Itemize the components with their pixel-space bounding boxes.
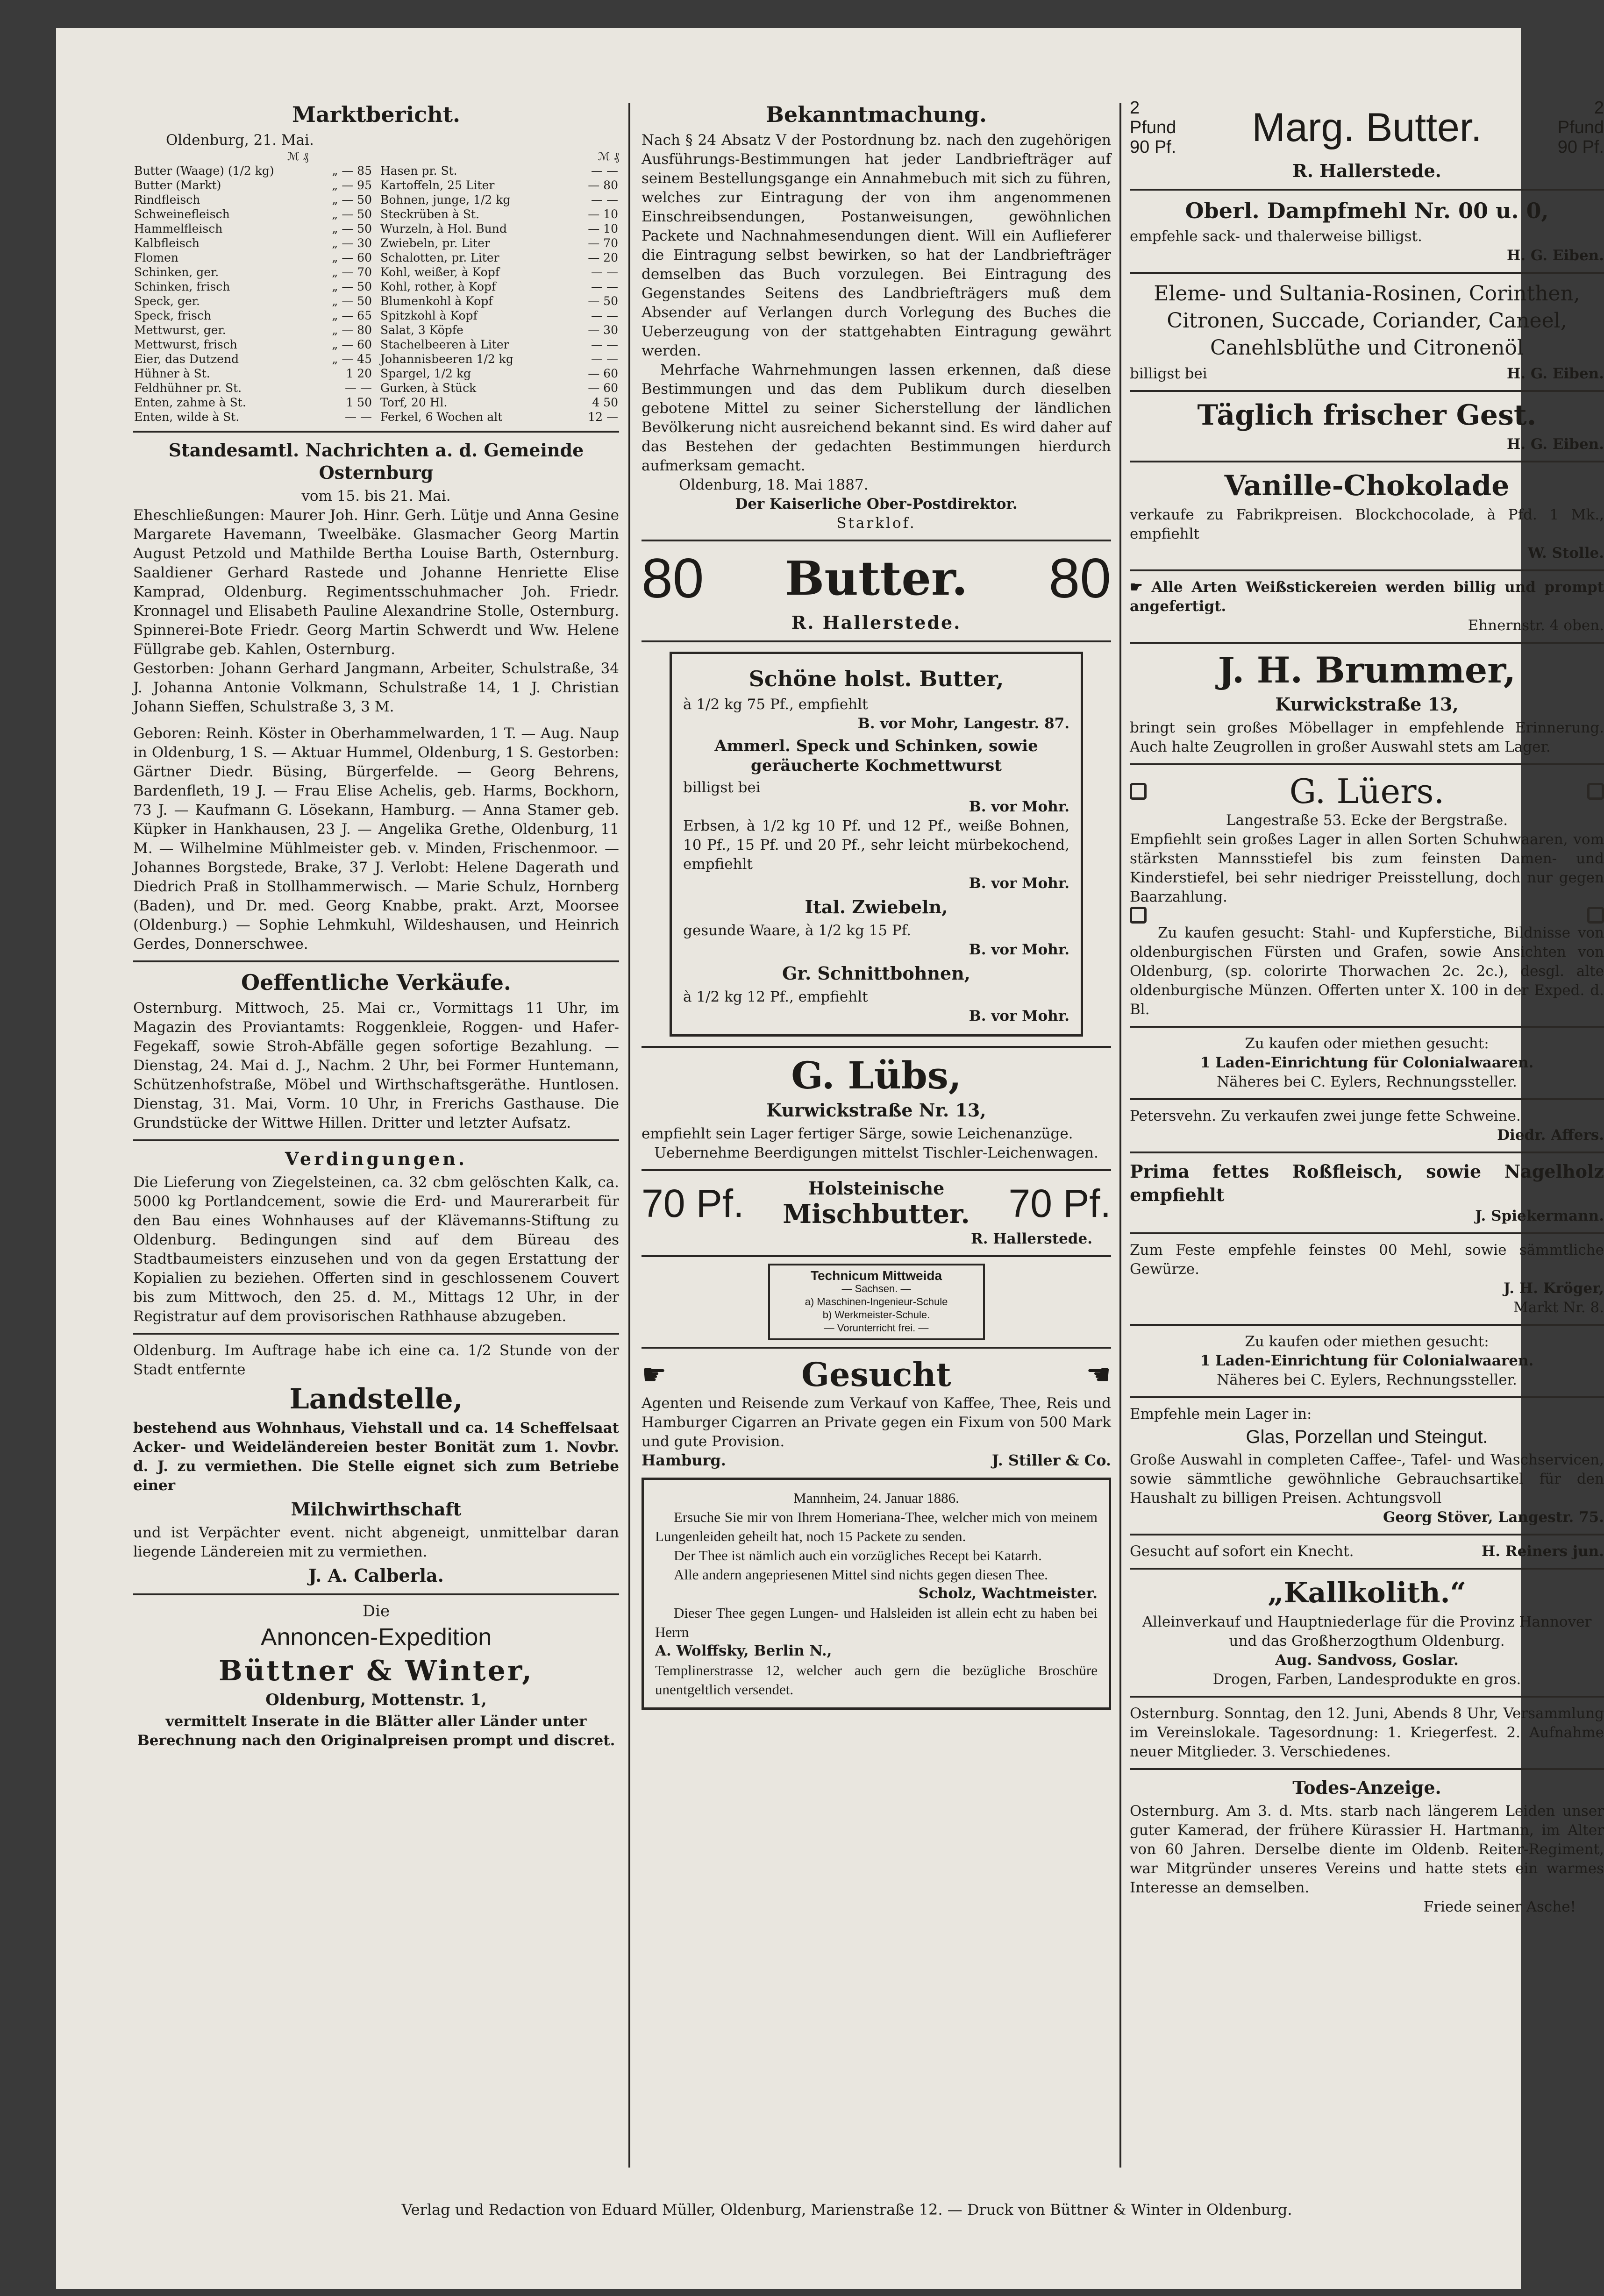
market-row [133,308,373,323]
stoever-firm: Georg Stöver, Langestr. 75. [1383,1509,1604,1526]
market-item: Gurken, à Stück [380,381,477,395]
divider [642,1347,1111,1349]
standesamt-deaths: Gestorben: Johann Gerhard Jangmann, Arbeiter, Schulstraße, 34 J. Johanna Antonie Volkmann, Schulstraße 14, 1 J. Christian Johann Sieffen, Schulstraße 3, 3 M. [133,660,619,715]
market-item: Schweinefleisch [134,207,230,221]
market-item: Mettwurst, ger. [134,323,226,337]
brummer-name: J. H. Brummer, [1218,649,1516,691]
market-dateline: Oldenburg, 21. Mai. [166,132,314,149]
column-right [1130,98,1604,2177]
market-price: — 20 [588,251,618,264]
market-item: Johannisbeeren 1/2 kg [380,352,513,366]
market-row [379,178,619,192]
landstelle-title: Landstelle, [289,1383,463,1415]
gest-title: Täglich frischer Gest. [1197,399,1537,432]
marg-title: Marg. Butter. [1252,105,1482,150]
market-row [133,163,373,178]
market-row [133,221,373,236]
luebs-name: G. Lübs, [791,1053,962,1097]
market-price: „ — 50 [332,222,372,235]
misch-line-1: Holsteinische [808,1178,945,1199]
market-price: 1 50 [346,396,372,409]
market-price: — 70 [588,236,618,250]
stiche-wanted: Zu kaufen gesucht: Stahl- und Kupferstiche, Bildnisse von oldenburgischen Fürsten und Grafen, sowie Ansichten von Oldenburg, (sp. colorirte Thorwachen 2c. 2c.), desgl. alte oldenburgische Münzen. Offerten unter X. 100 in der Exped. d. Bl. [1130,924,1604,1018]
market-table-left [133,163,373,424]
divider [1130,1696,1604,1698]
market-row [379,250,619,265]
market-price: „ — 50 [332,280,372,293]
market-item: Mettwurst, frisch [134,338,237,351]
stoever-text: Große Auswahl in completen Caffee-, Tafel- und Waschservicen, sowie sämmtliche gewöhnliche Gebrauchsartikel für den Haushalt zu billigen Preisen. Achtungsvoll [1130,1451,1604,1507]
market-item: Bohnen, junge, 1/2 kg [380,193,511,206]
market-row [133,178,373,192]
lueers-name: G. Lüers. [1289,772,1445,811]
rosinen-footer [1130,364,1604,384]
market-item: Schinken, frisch [134,280,230,293]
misch-price-left: 70 Pf. [642,1181,744,1225]
technicum-a: a) Maschinen-Ingenieur-Schule [805,1296,948,1308]
homeriana-letter-box [642,1478,1111,1710]
ross-text: Prima fettes Roßfleisch, sowie Nagelholz empfiehlt [1130,1161,1604,1205]
letter-firm: A. Wolffsky, Berlin N., [655,1642,832,1659]
notice-signature-name: Starklof. [836,515,916,532]
market-row [379,265,619,279]
market-price: — — [591,280,618,293]
market-price: — 30 [588,323,618,337]
market-row [379,323,619,337]
market-row [379,366,619,381]
market-item: Stachelbeeren à Liter [380,338,509,351]
market-row [379,221,619,236]
luebs-address: Kurwickstraße Nr. 13, [766,1100,986,1121]
market-price: — 50 [588,294,618,308]
market-item: Spitzkohl à Kopf [380,309,478,322]
market-price: „ — 50 [332,193,372,206]
market-price: — — [591,309,618,322]
market-price: — 80 [588,178,618,192]
market-item: Salat, 3 Köpfe [380,323,463,337]
market-item: Spargel, 1/2 kg [380,367,471,380]
standesamt-title: Standesamtl. Nachrichten a. d. Gemeinde Osternburg [168,440,584,483]
weiss-text [1130,578,1604,616]
market-item: Kohl, rother, à Kopf [380,280,496,293]
mehl-text: empfehle sack- und thalerweise billigst. [1130,228,1422,245]
market-price: — — [591,193,618,206]
ross-firm: J. Spiekermann. [1475,1208,1604,1224]
mohr-title-2: Ammerl. Speck und Schinken, sowie geräucherte Kochmettwurst [714,737,1038,775]
ornament-square-icon [1587,783,1604,800]
lueers-address: Langestraße 53. Ecke der Bergstraße. [1226,812,1508,829]
brummer-address: Kurwickstraße 13, [1275,694,1459,715]
technicum-name: Technicum Mittweida [810,1268,942,1283]
divider [642,540,1111,541]
tenders-text: Die Lieferung von Ziegelsteinen, ca. 32 cbm gelöschten Kalk, ca. 5000 kg Portlandcement, sowie die Erd- und Maurerarbeit für den Bau eines Wohnhauses auf der Klävemanns-Stiftung zu Oldenburg. Bedingungen sind auf dem Büreau des Stadtbaumeisters einzusehen und von da gegen Erstattung der Kopialien zu beziehen. Offerten sind in geschlossenem Couvert bis zum Mittwoch, den 25. d. M., Mittags 12 Uhr, in der Registratur auf dem provisorischen Rathhause abzugeben. [133,1174,619,1325]
butter-price-left: 80 [642,547,704,610]
pointing-hand-left-icon: ☚ [1086,1358,1111,1391]
butter-80-ad [642,548,1111,609]
butter-price-right: 80 [1048,547,1111,610]
laden1-line-1: Zu kaufen oder miethen gesucht: [1245,1035,1489,1052]
market-row [379,381,619,395]
mohr-text-3: Erbsen, à 1/2 kg 10 Pf. und 12 Pf., weiße Bohnen, 10 Pf., 15 Pf. und 20 Pf., sehr leicht mürbekochend, empfiehlt [683,817,1069,873]
letter-p2: Der Thee ist nämlich auch ein vorzügliches Recept bei Katarrh. [674,1547,1042,1564]
market-price: — 60 [588,367,618,380]
standesamt-marriages: Eheschließungen: Maurer Joh. Hinr. Gerh. Lütje und Anna Gesine Margarete Havemann, Tweelbäke. Glasmacher Georg Martin August Petzold und Mathilde Bertha Louise Barth, Osternburg. Saaldiener Gerhard Rastede und Johanne Henriette Elise Kamprad, Oldenburg. Regimentsschuhmacher Joh. Friedr. Kronnagel und Elisabeth Pauline Alexandrine Stolle, Osternburg. Spinnerei-Bote Friedr. Georg Martin Schwerdt und Ww. Helene Füllgrabe geb. Kahlen, Osternburg. [133,507,619,658]
kallkolith-firm: Aug. Sandvoss, Goslar. [1275,1652,1459,1669]
market-price: — 60 [588,381,618,395]
market-item: Ferkel, 6 Wochen alt [380,410,503,424]
mohr-sign-3: B. vor Mohr. [969,875,1069,892]
divider [1130,1232,1604,1234]
market-row [133,381,373,395]
divider [1130,569,1604,571]
mohr-sign-2: B. vor Mohr. [969,798,1069,815]
divider [1130,1324,1604,1326]
marg-price-right: 2 Pfund 90 Pf. [1557,98,1604,157]
laden2-line-1: Zu kaufen oder miethen gesucht: [1245,1333,1489,1350]
landstelle-tail: und ist Verpächter event. nicht abgeneigt, unmittelbar daran liegende Ländereien mit zu vermiethen. [133,1524,619,1560]
knecht-text: Gesucht auf sofort ein Knecht. [1130,1543,1354,1560]
luebs-text: empfiehlt sein Lager fertiger Särge, sowie Leichenanzüge. [642,1125,1073,1142]
mohr-line-2: billigst bei [683,779,761,796]
market-price: „ — 30 [332,236,372,250]
letter-date: Mannheim, 24. Januar 1886. [793,1490,959,1506]
gest-firm: H. G. Eiben. [1507,436,1604,453]
market-price: „ — 45 [332,352,372,366]
mehl-title: Oberl. Dampfmehl Nr. 00 u. 0, [1185,198,1549,223]
divider [133,431,619,433]
family-news: Geboren: Reinh. Köster in Oberhammelwarden, 1 T. — Aug. Naup in Oldenburg, 1 S. — Aktuar Hummel, Oldenburg, 1 S. Gestorben: Gärtner Diedr. Büsing, Bürgerfelde. — Georg Behrens, Bardenfleth, 19 J. — Frau Elise Achelis, geb. Harms, Bockhorn, 73 J. — Kaufmann G. Lösekann, Hamburg. — Anna Stamer geb. Küpker in Hankhausen, 23 J. — Angelika Grethe, Oldenburg, 11 M. — Wilhelmine Mühlmeister geb. v. Minden, Frischenmoor. — Johannes Borgstede, Brake, 37 J. Verlobt: Helene Dagerath und Diedrich Praß in Stollhammerwisch. — Marie Schulz, Hornberg (Baden), und Dr. med. Georg Knabbe, prakt. Arzt, Moorsee (Oldenburg.) — Sophie Lehmkuhl, Wildeshausen, und Heinrich Gerdes, Donnerschwee. [133,725,619,953]
divider [1130,189,1604,191]
column-middle [642,98,1111,2177]
divider [1130,461,1604,462]
kroeger-address: Markt Nr. 8. [1513,1299,1604,1316]
pointing-hand-icon: ☛ [1130,579,1152,596]
market-item: Feldhühner pr. St. [134,381,242,395]
letter-p5: Templinerstrasse 12, welcher auch gern die bezügliche Broschüre unentgeltlich versendet. [655,1662,1098,1698]
market-item: Flomen [134,251,178,264]
pointing-hand-right-icon: ☛ [642,1358,667,1391]
marg-firm: R. Hallerstede. [1292,160,1441,181]
mohr-sign-5: B. vor Mohr. [969,1008,1069,1024]
market-table-right [379,163,619,424]
mohr-title-4: Ital. Zwiebeln, [805,896,948,917]
market-price: — 10 [588,222,618,235]
divider [1130,1534,1604,1535]
annoncen-title: Annoncen-Expedition [260,1624,492,1651]
market-row [379,308,619,323]
lueers-text: Empfiehlt sein großes Lager in allen Sorten Schuhwaaren, vom stärksten Mannsstiefel bis zum feinsten Damen- und Kinderstiefel, bei sehr niedriger Preisstellung, doch nur gegen Baarzahlung. [1130,831,1604,905]
market-item: Blumenkohl à Kopf [380,294,493,308]
market-row [133,366,373,381]
mohr-ad-box [670,652,1083,1037]
divider [642,1255,1111,1257]
market-item: Eier, das Dutzend [134,352,239,366]
market-item: Butter (Markt) [134,178,221,192]
gesucht-place: Hamburg. [642,1451,726,1469]
misch-line-2: Mischbutter. [783,1199,970,1230]
todes-end: Friede seiner Asche! [1423,1898,1576,1915]
letter-sign: Scholz, Wachtmeister. [918,1585,1098,1602]
divider [1130,1568,1604,1570]
market-currency-right: ℳ ₰ [598,150,619,163]
notice-signature: Der Kaiserliche Ober-Postdirektor. [735,496,1018,512]
letter-p4: Dieser Thee gegen Lungen- und Halsleiden ist allein echt zu haben bei Herrn [655,1605,1098,1640]
mohr-sign-4: B. vor Mohr. [969,941,1069,958]
rosinen-text: billigst bei [1130,365,1207,382]
laden1-line-3: Näheres bei C. Eylers, Rechnungssteller. [1217,1073,1517,1090]
market-item: Enten, wilde à St. [134,410,240,424]
market-price: — — [345,381,372,395]
notice-title: Bekanntmachung. [766,102,987,127]
misch-price-right: 70 Pf. [1008,1181,1111,1225]
market-row [379,337,619,352]
market-item: Schinken, ger. [134,265,219,279]
kallkolith-text: Alleinverkauf und Hauptniederlage für die Provinz Hannover und das Großherzogthum Oldenburg. [1142,1614,1592,1649]
annoncen-firm: Büttner & Winter, [219,1655,534,1687]
kallkolith-title: „Kallkolith.“ [1267,1577,1467,1609]
laden2-line-3: Näheres bei C. Eylers, Rechnungssteller. [1217,1372,1517,1388]
divider [1130,1396,1604,1398]
technicum-b: b) Werkmeister-Schule. [822,1309,930,1321]
landstelle-desc: bestehend aus Wohnhaus, Viehstall und ca. 14 Scheffelsaat Acker- und Weideländereien bester Bonität zum 1. Novbr. d. J. zu vermiethen. Die Stelle eignet sich zum Betriebe einer [133,1420,619,1494]
butter-firm: R. Hallerstede. [791,612,962,633]
mohr-line-4: gesunde Waare, à 1/2 kg 15 Pf. [683,922,912,939]
market-price: — — [591,352,618,366]
market-row [133,323,373,337]
sales-text: Osternburg. Mittwoch, 25. Mai cr., Vormittags 11 Uhr, im Magazin des Proviantamts: Roggenkleie, Roggen- und Hafer-Fegekaff, sowie Stroh-Abfälle gegen sofortige Bezahlung. — Dienstag, 24. Mai d. J., Nachm. 2 Uhr, bei Former Huntemann, Schützenhofstraße, Möbel und Wirthschaftsgeräthe. Huntlosen. Dienstag, 31. Mai, Vorm. 10 Uhr, in Frerichs Gasthause. Die Grundstücke der Wittwe Hillen. Dritter und letzter Aufsatz. [133,1000,619,1131]
divider [1130,642,1604,644]
market-row [133,207,373,221]
ornament-square-icon [1130,783,1147,800]
market-item: Hasen pr. St. [380,164,457,178]
divider [133,1593,619,1595]
annoncen-place: Oldenburg, Mottenstr. 1, [265,1691,487,1709]
verein-notice: Osternburg. Sonntag, den 12. Juni, Abends 8 Uhr, Versammlung im Vereinslokale. Tagesordnung: 1. Kriegerfest. 2. Aufnahme neuer Mitglieder. 3. Verschiedenes. [1130,1705,1604,1760]
divider [1130,390,1604,392]
vanille-text: verkaufe zu Fabrikpreisen. Blockchocolade, à Pfd. 1 Mk., empfiehlt [1130,506,1604,542]
divider [1130,1768,1604,1770]
kroeger-firm: J. H. Kröger, [1504,1280,1604,1297]
market-price: 12 — [588,410,618,424]
notice-text-2: Mehrfache Wahrnehmungen lassen erkennen, daß diese Bestimmungen und das dem Publikum durch dieselben gebotene Mittel zu seiner Sicherstellung der ländlichen Bevölkerung nicht ausreichend bekannt sind. Es wird daher auf das Bestehen der gedachten Bestimmungen hierdurch aufmerksam gemacht. [642,362,1111,474]
market-item: Hammelfleisch [134,222,223,235]
petersvehn-text: Petersvehn. Zu verkaufen zwei junge fette Schweine. [1130,1108,1521,1124]
market-item: Wurzeln, à Hol. Bund [380,222,507,235]
mohr-title: Schöne holst. Butter, [749,666,1004,691]
market-row [379,294,619,308]
market-price: „ — 60 [332,338,372,351]
notice-text: Nach § 24 Absatz V der Postordnung bz. nach den zugehörigen Ausführungs-Bestimmungen hat jeder Landbriefträger auf seinem Bestellungsgange ein Annahmebuch mit sich zu führen, welches zur Eintragung der von ihm angenommenen Einschreibsendungen, Postanweisungen, gewöhnlichen Packete und Nachnahmesendungen dient. Will ein Auflieferer die Eintragung selbst bewirken, so hat der Landbriefträger demselben das Buch vorzulegen. Bei Eintragung des Gegenstandes Seitens des Landbriefträgers muß dem Absender auf Verlangen durch Vorlegung des Buches die Ueberzeugung von der stattgehabten Eintragung gewährt werden. [642,132,1111,359]
market-row [379,163,619,178]
market-item: Steckrüben à St. [380,207,479,221]
knecht-ad [1130,1542,1604,1561]
tenders-title: Verdingungen. [285,1148,468,1169]
divider [1130,763,1604,765]
ornament-square-icon [1130,907,1147,924]
column-rule [1119,103,1121,2168]
brummer-text: bringt sein großes Möbellager in empfehlende Erinnerung. Auch halte Zeugrollen in großer Auswahl stets am Lager. [1130,719,1604,755]
divider [1130,1152,1604,1153]
landstelle-milk: Milchwirthschaft [291,1499,462,1520]
marg-price-left: 2 Pfund 90 Pf. [1130,98,1176,157]
market-row [133,265,373,279]
gesucht-firm: J. Stiller & Co. [991,1451,1111,1469]
divider [1130,1026,1604,1028]
vanille-title: Vanille-Chokolade [1224,469,1510,502]
divider [133,960,619,962]
gesucht-title: Gesucht [801,1355,951,1394]
market-price: „ — 80 [332,323,372,337]
market-item: Schalotten, pr. Liter [380,251,499,264]
market-row [379,236,619,250]
divider [642,1169,1111,1171]
market-price: 1 20 [346,367,372,380]
market-item: Speck, frisch [134,309,212,322]
newspaper-page [56,28,1604,2289]
sales-title: Oeffentliche Verkäufe. [241,970,511,995]
annoncen-die: Die [362,1602,390,1621]
market-price: — — [591,338,618,351]
market-row [379,279,619,294]
market-price: „ — 50 [332,294,372,308]
notice-date: Oldenburg, 18. Mai 1887. [679,476,869,493]
market-price: — — [591,164,618,178]
stoever-title: Glas, Porzellan und Steingut. [1246,1427,1488,1447]
market-currency-row [133,150,619,163]
market-row [133,294,373,308]
technicum-c: — Vorunterricht frei. — [824,1322,929,1334]
market-price: — — [345,410,372,424]
market-price: „ — 60 [332,251,372,264]
lueers-ornaments [1130,907,1604,924]
vanille-firm: W. Stolle. [1527,545,1604,562]
laden2-line-2: 1 Laden-Einrichtung für Colonialwaaren. [1200,1352,1534,1369]
market-item: Kartoffeln, 25 Liter [380,178,495,192]
market-item: Kohl, weißer, à Kopf [380,265,499,279]
butter-word: Butter. [784,551,968,606]
imprint-footer: Verlag und Redaction von Eduard Müller, Oldenburg, Marienstraße 12. — Druck von Büttner & Winter in Oldenburg. [401,2201,1292,2218]
rosinen-firm: H. G. Eiben. [1507,365,1604,382]
market-item: Torf, 20 Hl. [380,396,448,409]
kroeger-text: Zum Feste empfehle feinstes 00 Mehl, sowie sämmtliche Gewürze. [1130,1242,1604,1278]
todes-text: Osternburg. Am 3. d. Mts. starb nach längerem Leiden unser guter Kamerad, der frühere Kürassier H. Hartmann, im Alter von 60 Jahren. Derselbe diente im Oldenb. Reiter-Regiment, war Mitgründer unseres Vereins und hatte stets ein warmes Interesse an demselben. [1130,1803,1604,1896]
ornament-square-icon [1587,907,1604,924]
mehl-firm: H. G. Eiben. [1507,247,1604,264]
misch-words [783,1178,970,1230]
divider [1130,272,1604,274]
market-row [133,395,373,410]
market-row [133,192,373,207]
technicum-ad [768,1264,985,1340]
market-item: Hühner à St. [134,367,210,380]
annoncen-text: vermittelt Inserate in die Blätter aller Länder unter Berechnung nach den Originalpreisen prompt und discret. [137,1713,615,1749]
market-item: Speck, ger. [134,294,200,308]
weiss-address: Ehnernstr. 4 oben. [1468,617,1604,634]
luebs-text-2: Uebernehme Beerdigungen mittelst Tischler-Leichenwagen. [654,1144,1098,1161]
mischbutter-ad [642,1178,1111,1230]
stoever-intro: Empfehle mein Lager in: [1130,1406,1312,1422]
market-row [133,250,373,265]
divider [133,1139,619,1141]
standesamt-dates: vom 15. bis 21. Mai. [301,488,451,505]
market-currency-left: ℳ ₰ [287,150,309,163]
market-row [379,352,619,366]
divider [1130,1098,1604,1100]
market-price: „ — 65 [332,309,372,322]
market-item: Rindfleisch [134,193,200,206]
marg-butter-ad [1130,98,1604,157]
rosinen-title: Eleme- und Sultania-Rosinen, Corinthen, Citronen, Succade, Coriander, Caneel, Canehlsblüthe und Citronenöl [1154,282,1580,360]
gesucht-header [642,1355,1111,1394]
divider [642,1046,1111,1048]
market-report-title: Marktbericht. [292,102,460,127]
lueers-header [1130,772,1604,811]
divider [642,640,1111,642]
market-row [379,410,619,424]
divider [133,1333,619,1335]
letter-p1: Ersuche Sie mir von Ihrem Homeriana-Thee, welcher mich von meinem Lungenleiden geheilt hat, noch 15 Packete zu senden. [655,1509,1098,1544]
market-item: Kalbfleisch [134,236,200,250]
market-item: Butter (Waage) (1/2 kg) [134,164,274,178]
market-row [379,395,619,410]
market-row [133,410,373,424]
market-price-tables [133,163,619,424]
market-row [133,352,373,366]
gesucht-footer [642,1451,1111,1469]
technicum-state: — Sachsen. — [841,1283,911,1294]
gesucht-text: Agenten und Reisende zum Verkauf von Kaffee, Thee, Reis und Hamburger Cigarren an Private gegen ein Fixum von 500 Mark und gute Provision. [642,1395,1111,1450]
market-price: „ — 95 [332,178,372,192]
market-price: „ — 85 [332,164,372,178]
market-price: „ — 50 [332,207,372,221]
mohr-line-5: à 1/2 kg 12 Pf., empfiehlt [683,988,868,1005]
mohr-title-5: Gr. Schnittbohnen, [782,963,971,984]
market-price: 4 50 [592,396,618,409]
market-row [133,279,373,294]
market-row [133,337,373,352]
petersvehn-firm: Diedr. Affers. [1497,1127,1604,1144]
mohr-line-1: à 1/2 kg 75 Pf., empfiehlt [683,696,868,713]
weiss-text-body: Alle Arten Weißstickereien werden billig und prompt angefertigt. [1130,579,1604,615]
landstelle-intro: Oldenburg. Im Auftrage habe ich eine ca. 1/2 Stunde von der Stadt entfernte [133,1342,619,1378]
market-row [379,207,619,221]
market-price: — — [591,265,618,279]
kallkolith-tail: Drogen, Farben, Landesprodukte en gros. [1212,1671,1521,1688]
mohr-sign-1: B. vor Mohr, Langestr. 87. [857,715,1069,732]
market-row [133,236,373,250]
market-item: Zwiebeln, pr. Liter [380,236,490,250]
misch-firm: R. Hallerstede. [970,1230,1092,1247]
letter-p3: Alle andern angepriesenen Mittel sind nichts gegen diesen Thee. [674,1566,1048,1583]
todes-title: Todes-Anzeige. [1292,1777,1441,1798]
knecht-firm: H. Reiners jun. [1481,1543,1604,1560]
market-item: Enten, zahme à St. [134,396,246,409]
market-row [379,192,619,207]
laden1-line-2: 1 Laden-Einrichtung für Colonialwaaren. [1200,1054,1534,1071]
column-left [133,98,619,2177]
landstelle-signature: J. A. Calberla. [308,1565,444,1586]
market-price: — 10 [588,207,618,221]
column-rule [628,103,630,2168]
market-price: „ — 70 [332,265,372,279]
